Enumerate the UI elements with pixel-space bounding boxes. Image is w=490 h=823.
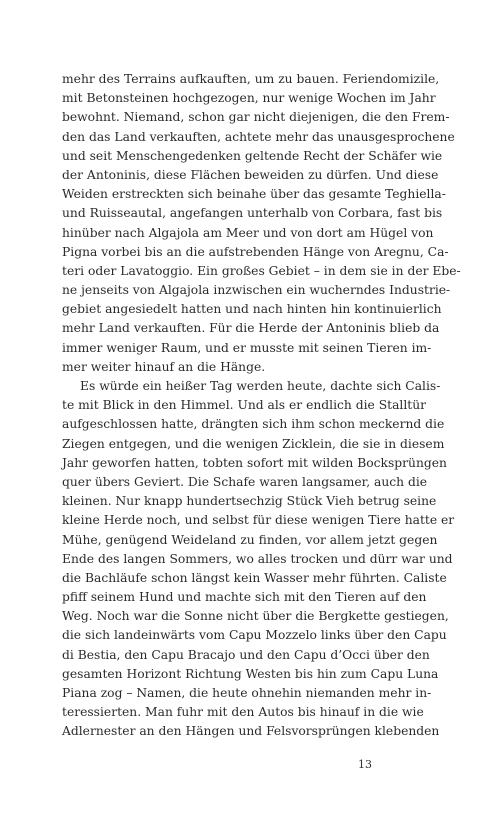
text-line: gebiet angesiedelt hatten und nach hinten hin kontinuierlich <box>62 302 442 317</box>
text-line: der Antoninis, diese Flächen beweiden zu dürfen. Und diese <box>62 167 439 182</box>
text-line: ne jenseits von Algajola inzwischen ein wucherndes Industrie- <box>62 283 451 298</box>
text-line: bewohnt. Niemand, schon gar nicht diejenigen, die den Frem- <box>62 110 450 125</box>
text-line: Pigna vorbei bis an die aufstrebenden Hänge von Aregnu, Ca- <box>62 244 449 259</box>
text-line: und Ruisseautal, angefangen unterhalb von Corbara, fast bis <box>62 206 443 221</box>
page-number: 13 <box>358 758 372 771</box>
text-line: den das Land verkauften, achtete mehr das unausgesprochene <box>62 129 455 144</box>
text-line: mer weiter hinauf an die Hänge. <box>62 359 266 374</box>
text-line: Adlernester an den Hängen und Felsvorsprüngen klebenden <box>62 724 440 739</box>
text-line: kleinen. Nur knapp hundertsechzig Stück Vieh betrug seine <box>62 494 437 509</box>
text-line: mehr Land verkauften. Für die Herde der Antoninis blieb da <box>62 321 440 336</box>
text-line: kleine Herde noch, und selbst für diese wenigen Tiere hatte er <box>62 513 455 528</box>
text-line: die Bachläufe schon längst kein Wasser mehr führten. Caliste <box>62 570 447 585</box>
text-line: di Bestia, den Capu Bracajo und den Capu d’Occi über den <box>62 647 430 662</box>
text-line: teri oder Lavatoggio. Ein großes Gebiet – in dem sie in der Ebe- <box>62 263 461 278</box>
paragraph-2 <box>62 377 455 742</box>
text-line: aufgeschlossen hatte, drängten sich ihm schon meckernd die <box>62 417 445 432</box>
text-line: teressierten. Man fuhr mit den Autos bis hinauf in die wie <box>62 705 424 720</box>
text-line: hinüber nach Algajola am Meer und von dort am Hügel von <box>62 225 434 240</box>
text-line: Es würde ein heißer Tag werden heute, dachte sich Calis- <box>80 379 441 393</box>
text-line: Piana zog – Namen, die heute ohnehin niemanden mehr in- <box>62 686 432 700</box>
text-line: immer weniger Raum, und er musste mit seinen Tieren im- <box>62 340 432 355</box>
text-line: Jahr geworfen hatten, tobten sofort mit wilden Bocksprüngen <box>62 455 447 470</box>
text-line: Mühe, genügend Weideland zu finden, vor allem jetzt gegen <box>62 532 438 547</box>
text-line: die sich landeinwärts vom Capu Mozzelo links über den Capu <box>62 628 447 643</box>
text-line: Ende des langen Sommers, wo alles trocken und dürr war und <box>62 551 453 566</box>
text-line: quer übers Geviert. Die Schafe waren langsamer, auch die <box>62 474 428 489</box>
text-line: und seit Menschengedenken geltende Recht der Schäfer wie <box>62 148 443 163</box>
text-line: Ziegen entgegen, und die wenigen Zicklein, die sie in diesem <box>62 436 445 451</box>
text-line: pfiff seinem Hund und machte sich mit den Tieren auf den <box>62 590 427 605</box>
text-line: mehr des Terrains aufkauften, um zu bauen. Feriendomizile, <box>62 72 440 86</box>
text-line: te mit Blick in den Himmel. Und als er endlich die Stalltür <box>62 398 427 413</box>
body-text <box>62 70 461 742</box>
paragraph-1 <box>62 70 461 377</box>
text-line: mit Betonsteinen hochgezogen, nur wenige Wochen im Jahr <box>62 91 436 106</box>
text-line: Weiden erstreckten sich beinahe über das gesamte Teghiella- <box>62 187 446 202</box>
text-line: Weg. Noch war die Sonne nicht über die Bergkette gestiegen, <box>62 609 449 624</box>
text-line: gesamten Horizont Richtung Westen bis hin zum Capu Luna <box>62 666 439 681</box>
